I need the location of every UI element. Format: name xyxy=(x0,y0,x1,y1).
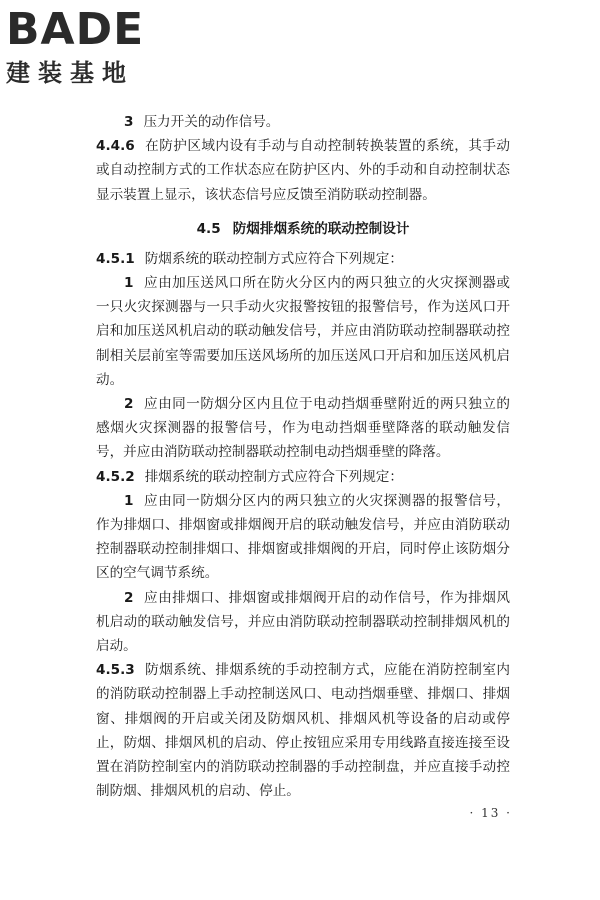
item-number: 1 xyxy=(124,492,134,509)
section-title-4-5 xyxy=(96,217,510,241)
item-4-5-2-1 xyxy=(96,489,510,586)
item-number: 2 xyxy=(124,396,134,413)
clause-text: 防烟系统、排烟系统的手动控制方式，应能在消防控制室内的消防联动控制器上手动控制送风口、电动挡烟垂壁、排烟口、排烟窗、排烟阀的开启或关闭及防烟风机、排烟风机等设备的启动或停止，防烟、排烟风机的启动、停止按钮应采用专用线路直接连接至设置在消防控制室内的消防联动控制器的手动控制盘，并应直接手动控制防烟、排烟风机的启动、停止。 xyxy=(96,662,510,800)
item-4-5-1-2 xyxy=(96,392,510,465)
clause-number: 4.5.1 xyxy=(96,250,135,267)
clause-text: 防烟系统的联动控制方式应符合下列规定： xyxy=(144,250,403,267)
item-number: 2 xyxy=(124,589,134,606)
logo-wordmark: BADE xyxy=(6,4,145,55)
clause-number: 4.5.2 xyxy=(96,468,135,485)
item-text: 应由同一防烟分区内的两只独立的火灾探测器的报警信号，作为排烟口、排烟窗或排烟阀开启的联动触发信号，并应由消防联动控制器联动控制排烟口、排烟窗或排烟阀的开启，同时停止该防烟分区的空气调节系统。 xyxy=(96,492,510,582)
clause-4-5-3 xyxy=(96,658,510,803)
item-number: 1 xyxy=(124,275,134,292)
clause-text: 在防护区域内设有手动与自动控制转换装置的系统，其手动或自动控制方式的工作状态应在防护区内、外的手动和自动控制状态显示装置上显示，该状态信号应反馈至消防联动控制器。 xyxy=(96,138,510,203)
item-4-5-2-2 xyxy=(96,586,510,659)
bade-logo xyxy=(6,4,181,88)
section-number: 4.5 xyxy=(196,220,221,237)
item-4-5-1-1 xyxy=(96,271,510,392)
item-3 xyxy=(96,110,510,134)
document-body xyxy=(96,110,510,803)
logo-subtitle: 建装基地 xyxy=(6,59,134,87)
clause-4-5-2 xyxy=(96,465,510,489)
item-text: 应由加压送风口所在防火分区内的两只独立的火灾探测器或一只火灾探测器与一只手动火灾报警按钮的报警信号，作为送风口开启和加压送风机启动的联动触发信号，并应由消防联动控制器联动控制相关层前室等需要加压送风场所的加压送风口开启和加压送风机启动。 xyxy=(96,275,510,388)
clause-number: 4.4.6 xyxy=(96,138,135,155)
item-text: 应由排烟口、排烟窗或排烟阀开启的动作信号，作为排烟风机启动的联动触发信号，并应由消防联动控制器联动控制排烟风机的启动。 xyxy=(96,589,510,655)
page-number: · 13 · xyxy=(469,806,512,820)
section-heading: 防烟排烟系统的联动控制设计 xyxy=(232,220,410,237)
clause-4-5-1 xyxy=(96,247,510,271)
clause-text: 排烟系统的联动控制方式应符合下列规定： xyxy=(144,468,403,485)
clause-number: 4.5.3 xyxy=(96,662,135,679)
item-number: 3 xyxy=(124,114,134,130)
item-text: 压力开关的动作信号。 xyxy=(143,114,280,130)
clause-4-4-6 xyxy=(96,134,510,207)
item-text: 应由同一防烟分区内且位于电动挡烟垂壁附近的两只独立的感烟火灾探测器的报警信号，作为电动挡烟垂壁降落的联动触发信号，并应由消防联动控制器联动控制电动挡烟垂壁的降落。 xyxy=(96,396,510,461)
